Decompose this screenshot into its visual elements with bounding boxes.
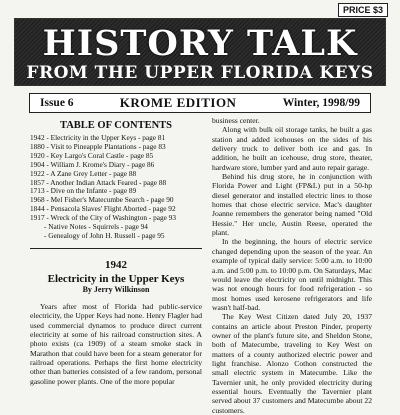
article-paragraph: In the beginning, the hours of electric service changed depending upon the season of the year. An example of typical daily service: 5:00 a.m. to 10:00 a.m. and 5:00 p.m. to 10:00 p.m. On Saturdays, Mac would leave the electricity on until midnight. This was not enough hours for food refrigeration - so most homes used kerosene refrigerators and life wasn't half-bad.: [212, 237, 372, 312]
toc-item: 1917 - Wreck of the City of Washington - page 93: [30, 213, 176, 223]
toc-list: [30, 134, 202, 241]
article-title: Electricity in the Upper Keys: [47, 272, 185, 285]
toc-item: 1713 - Dive on the Infante - page 89: [30, 186, 137, 196]
toc-item: 1880 - Visit to Pineapple Plantations - page 83: [30, 141, 166, 151]
masthead-title: HISTORY TALK: [42, 23, 358, 64]
article-paragraph: The Key West Citizen dated July 20, 1937 contains an article about Preston Pinder, property owner of the plant's future site, and Sheldon Stone, both of Matecumbe, traveling to Key West on matters of a county authorized electric power and light franchise. Alonzo Cothon constructed the small electric system in Matecumbe. Like the Tavernier unit, he only provided electricity during essential hours. Eventually the Tavernier plant served about 37 customers and Matecumbe about 22 customers.: [212, 312, 372, 415]
toc-item: 1942 - Electricity in the Upper Keys - page 81: [30, 133, 166, 142]
issue-number: Issue 6: [40, 97, 74, 109]
edition-name: KROME EDITION: [119, 95, 237, 110]
article-paragraph: business center.: [212, 116, 260, 125]
toc-item: 1922 - A Zane Grey Letter - page 88: [30, 168, 137, 178]
masthead-banner: [14, 18, 386, 86]
right-column: [212, 116, 372, 415]
toc-item: 1920 - Key Largo's Coral Castle - page 85: [30, 150, 154, 160]
article-byline: By Jerry Wilkinson: [82, 284, 150, 294]
article-year: 1942: [105, 258, 127, 271]
toc-item: 1968 - Mel Fisher's Matecumbe Search - page 90: [30, 195, 174, 205]
toc-item: 1904 - William J. Krome's Diary - page 86: [30, 159, 155, 169]
article-paragraph: Along with bulk oil storage tanks, he built a gas station and added icehouses on the sides of his delivery truck to deliver both ice and gas. In addition, he built an icehouse, drug store, theater, hardware store, lumber yard and auto repair garage.: [212, 125, 372, 172]
toc-item: 1844 - Pensacola Slaves' Flight Aborted - page 92: [30, 204, 176, 214]
toc-item: 1857 - Another Indian Attack Feared - page 88: [30, 177, 167, 187]
left-column: [30, 120, 202, 386]
price-label: PRICE $3: [338, 3, 388, 17]
article-body-left: Years after most of Florida had public-service electricity, the Upper Keys had none. Henry Flagler had used commercial dynamos to produce direct current electricity at some of his railroad construction sites. A photo exists (ca 1909) of a steam smoke stack in Marathon that could have been for a steam generator for railroad operations. Perhaps the first home electricity other than batteries consisted of a few random, personal gasoline power plants. One of the more popular: [30, 301, 202, 386]
toc-item: - Genealogy of John H. Russell - page 95: [44, 230, 165, 240]
toc-item: - Native Notes - Squirrels - page 94: [44, 222, 148, 232]
divider: [30, 248, 202, 249]
issue-date: Winter, 1998/99: [282, 97, 360, 109]
article-paragraph: Behind his drug store, he in conjunction with Florida Power and Light (FP&L) put in a 50-hp diesel generator and installed electric lines to those homes that chose electric service. Mac's daughter Joanne remembers the generator being named "Old Hessie." Her uncle, Austin Reese, operated the plant.: [212, 172, 372, 238]
masthead-subtitle: FROM THE UPPER FLORIDA KEYS: [26, 63, 374, 83]
toc-title: TABLE OF CONTENTS: [59, 120, 173, 131]
issue-bar: [29, 93, 371, 113]
